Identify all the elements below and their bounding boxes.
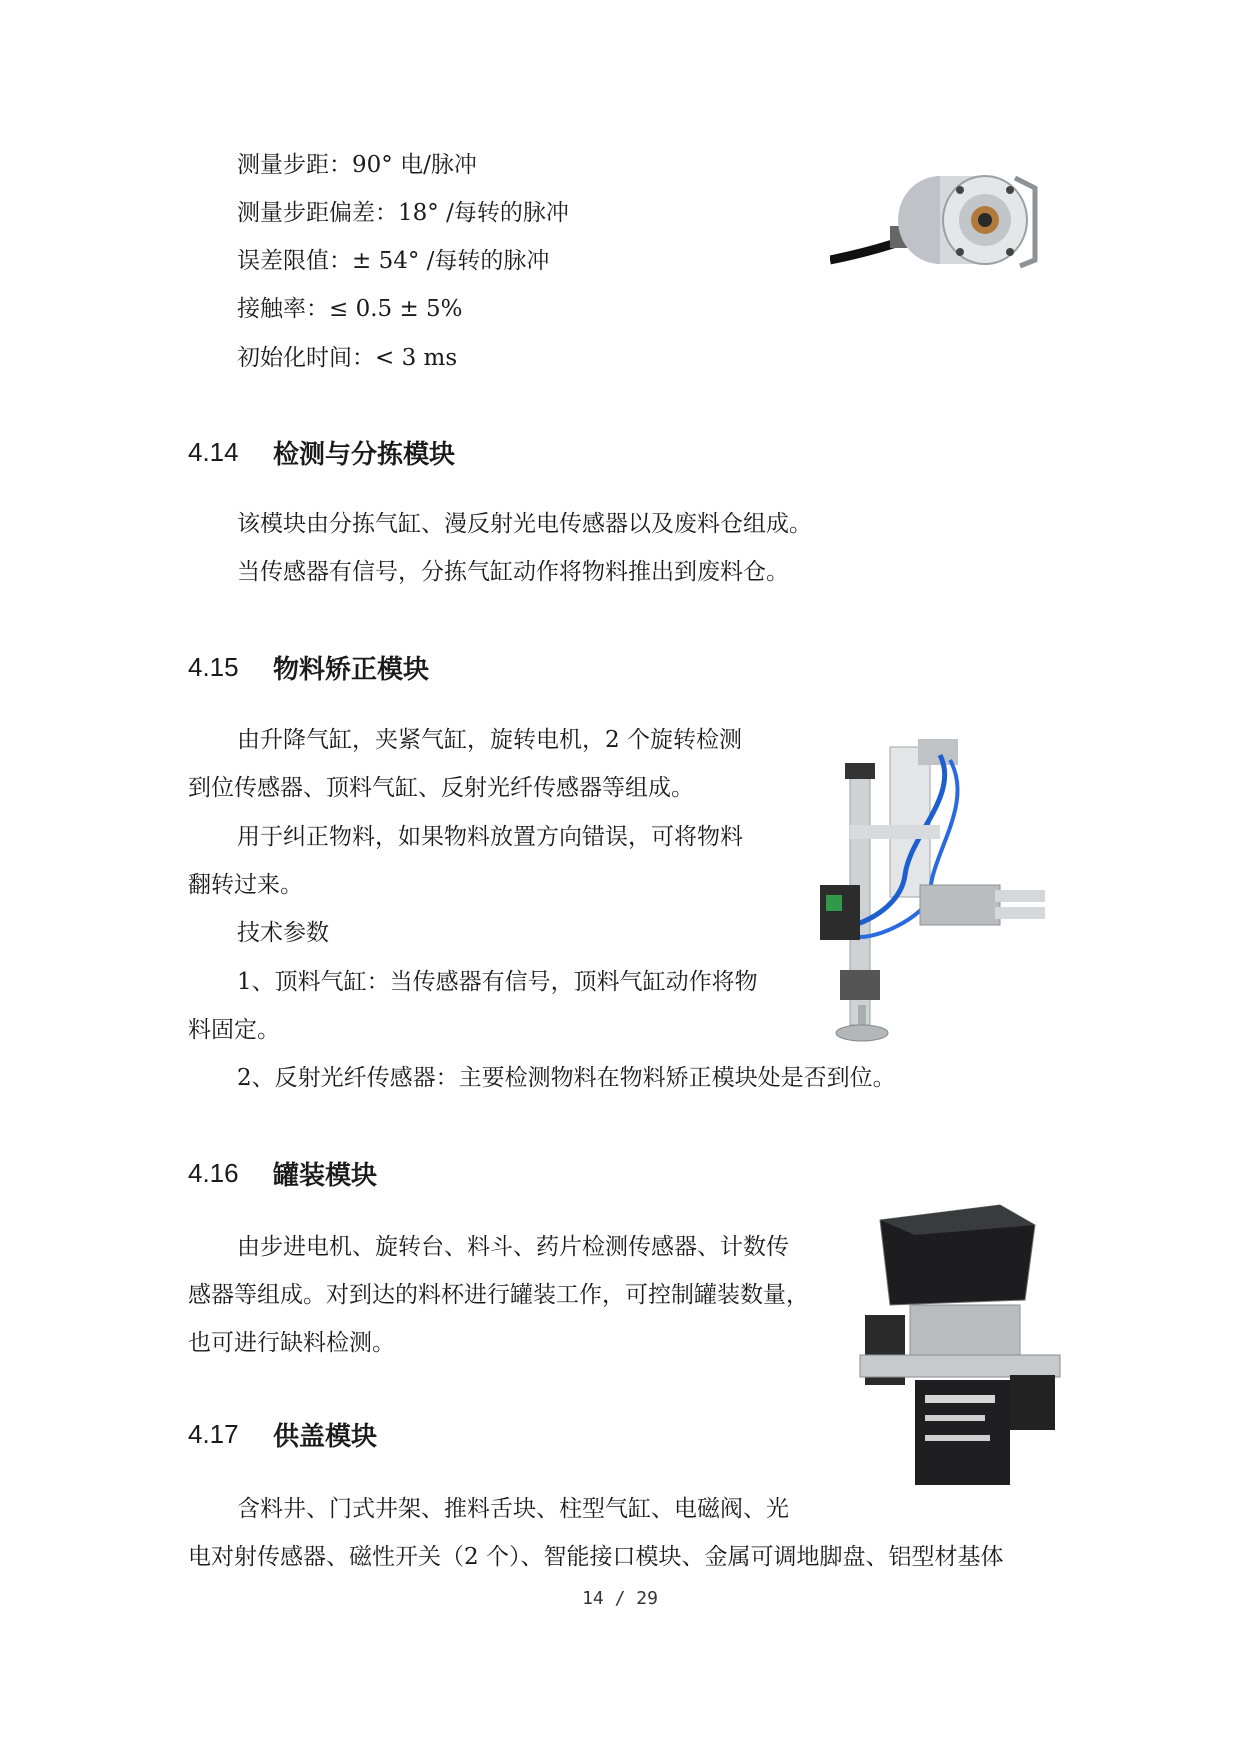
paragraph-line: 由步进电机、旋转台、料斗、药片检测传感器、计数传: [237, 1234, 789, 1260]
section-number: 4.14: [188, 436, 239, 467]
correction-module-image: [790, 735, 1055, 1050]
paragraph-line: 翻转过来。: [188, 872, 303, 898]
paragraph-line: 2、反射光纤传感器：主要检测物料在物料矫正模块处是否到位。: [237, 1065, 896, 1091]
section-heading-4-17: [188, 1414, 377, 1454]
section-number: 4.16: [188, 1157, 239, 1188]
paragraph-line: 技术参数: [237, 920, 329, 946]
section-title: 罐装模块: [273, 1160, 378, 1191]
canning-module-image: [850, 1195, 1070, 1495]
section-title: 供盖模块: [273, 1421, 378, 1452]
paragraph-line: 也可进行缺料检测。: [188, 1330, 395, 1356]
paragraph-line: 用于纠正物料，如果物料放置方向错误，可将物料: [237, 824, 743, 850]
paragraph-line: 含料井、门式井架、推料舌块、柱型气缸、电磁阀、光: [237, 1496, 789, 1522]
section-heading-4-14: [188, 432, 455, 472]
paragraph-line: 到位传感器、顶料气缸、反射光纤传感器等组成。: [188, 775, 694, 801]
paragraph-line: 当传感器有信号，分拣气缸动作将物料推出到废料仓。: [237, 559, 789, 585]
encoder-spec-error-limit: 误差限值：± 54° /每转的脉冲: [237, 248, 550, 274]
rotary-encoder-image: [830, 160, 1050, 305]
encoder-spec-contact-rate: 接触率：≤ 0.5 ± 5%: [237, 296, 463, 322]
encoder-spec-step: 测量步距：90° 电/脉冲: [237, 152, 477, 178]
paragraph-line: 电对射传感器、磁性开关（2 个）、智能接口模块、金属可调地脚盘、铝型材基体: [188, 1544, 1004, 1570]
section-title: 物料矫正模块: [273, 654, 430, 685]
paragraph-line: 1、顶料气缸：当传感器有信号，顶料气缸动作将物: [237, 969, 758, 995]
section-title: 检测与分拣模块: [273, 439, 456, 470]
section-heading-4-15: [188, 647, 429, 687]
paragraph-line: 由升降气缸，夹紧气缸，旋转电机，2 个旋转检测: [237, 727, 742, 753]
paragraph-line: 该模块由分拣气缸、漫反射光电传感器以及废料仓组成。: [237, 511, 812, 537]
section-heading-4-16: [188, 1153, 377, 1193]
paragraph-line: 感器等组成。对到达的料杯进行罐装工作，可控制罐装数量，: [188, 1282, 809, 1308]
section-number: 4.17: [188, 1418, 239, 1449]
section-number: 4.15: [188, 651, 239, 682]
paragraph-line: 料固定。: [188, 1017, 280, 1043]
page-number: 14 / 29: [582, 1588, 658, 1609]
encoder-spec-init-time: 初始化时间：< 3 ms: [237, 345, 458, 371]
encoder-spec-step-deviation: 测量步距偏差：18° /每转的脉冲: [237, 200, 569, 226]
